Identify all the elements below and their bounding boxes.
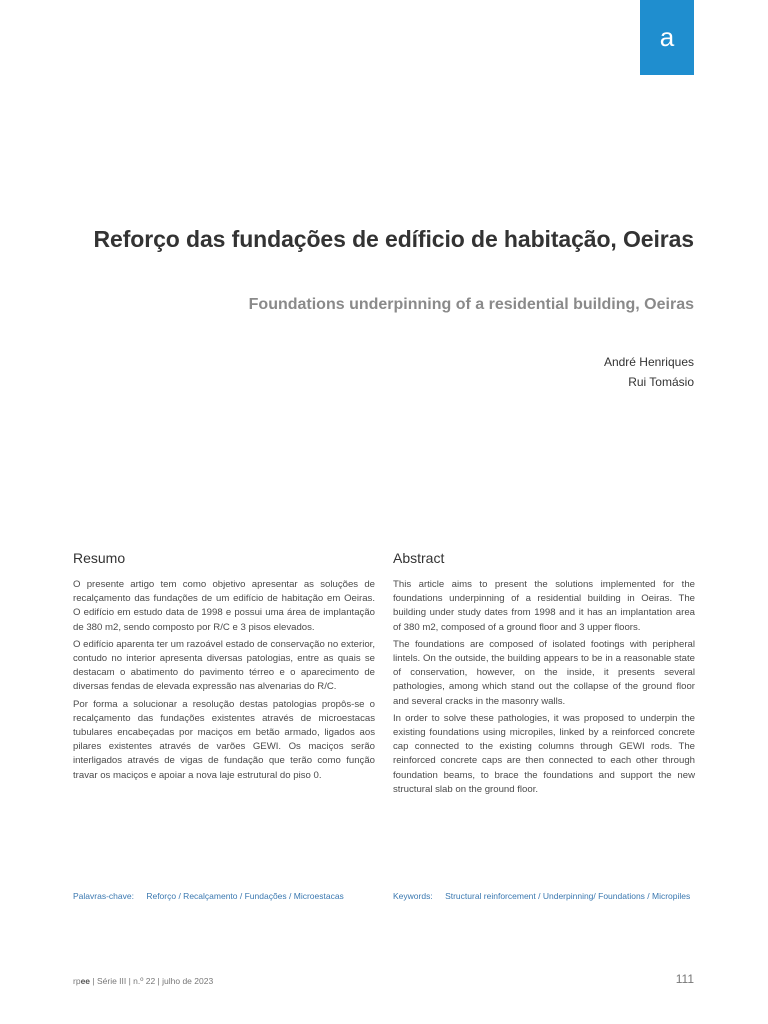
keywords-pt-label: Palavras-chave: — [73, 891, 134, 901]
page-number: 111 — [675, 972, 694, 986]
journal-brand-prefix: rp — [73, 976, 81, 986]
article-subtitle: Foundations underpinning of a residential building, Oeiras — [248, 296, 694, 313]
abstract-paragraph: The foundations are composed of isolated footings with peripheral lintels. On the outside, the building appears to be in a reasonable state of conservation, however, on the inside, it presents several pathologies, among which stand out the collapse of the ground floor and several cracks in the masonry walls. — [393, 638, 695, 707]
keywords-en-value: Structural reinforcement / Underpinning/ Foundations / Micropiles — [445, 891, 691, 901]
article-title: Reforço das fundações de edíficio de habitação, Oeiras — [93, 226, 694, 252]
abstract-heading: Abstract — [393, 550, 445, 566]
section-tab — [640, 0, 694, 75]
resumo-section — [73, 548, 375, 786]
section-letter: a — [659, 22, 675, 52]
journal-issue-info: | Série III | n.º 22 | julho de 2023 — [90, 976, 214, 986]
author-name: Rui Tomásio — [628, 375, 694, 389]
journal-footer — [73, 976, 213, 986]
resumo-paragraph: O presente artigo tem como objetivo apresentar as soluções de recalçamento das fundações de um edifício de habitação em Oeiras. O edifício em estudo data de 1998 e possui uma área de implantação de 380 m2, sendo composto por R/C e 3 pisos elevados. — [73, 579, 375, 633]
author-name: André Henriques — [603, 355, 694, 369]
resumo-paragraph: O edifício aparenta ter um razoável estado de conservação no exterior, contudo no interior apresenta diversas patologias, entre as quais se destacam o abatimento do pavimento térreo e o aparecimento de diversas fendas de elevada expressão nas alvenarias do R/C. — [73, 638, 375, 693]
abstract-section — [393, 548, 695, 800]
abstract-paragraph: In order to solve these pathologies, it was proposed to underpin the existing foundations using micropiles, linked by a reinforced concrete cap connected to the existing columns through GEWI rods. The reinforced concrete caps are then connected to each other through foundation beams, to brace the foundations and support the new structural slab on the ground floor. — [393, 712, 695, 795]
resumo-paragraph: Por forma a solucionar a resolução destas patologias propôs-se o recalçamento das fundações existentes através de microestacas tubulares encabeçadas por maciços em betão armado, ligados aos pilares existentes através de varões GEWI. Os maciços serão interligados através de vigas de fundação que terão como função travar os maciços e apoiar a nova laje estrutural do piso 0. — [73, 698, 375, 781]
author-list — [604, 352, 694, 392]
keywords-en — [393, 891, 690, 901]
abstract-paragraph: This article aims to present the solutions implemented for the foundations underpinning of a residential building in Oeiras. The building under study dates from 1998 and it has an implantation area of 380 m2, composed of a ground floor and 3 upper floors. — [393, 579, 695, 633]
journal-brand-bold: ee — [80, 976, 91, 986]
keywords-en-label: Keywords: — [393, 891, 433, 901]
keywords-pt-value: Reforço / Recalçamento / Fundações / Microestacas — [146, 891, 344, 901]
keywords-pt — [73, 891, 344, 901]
resumo-heading: Resumo — [73, 550, 126, 566]
